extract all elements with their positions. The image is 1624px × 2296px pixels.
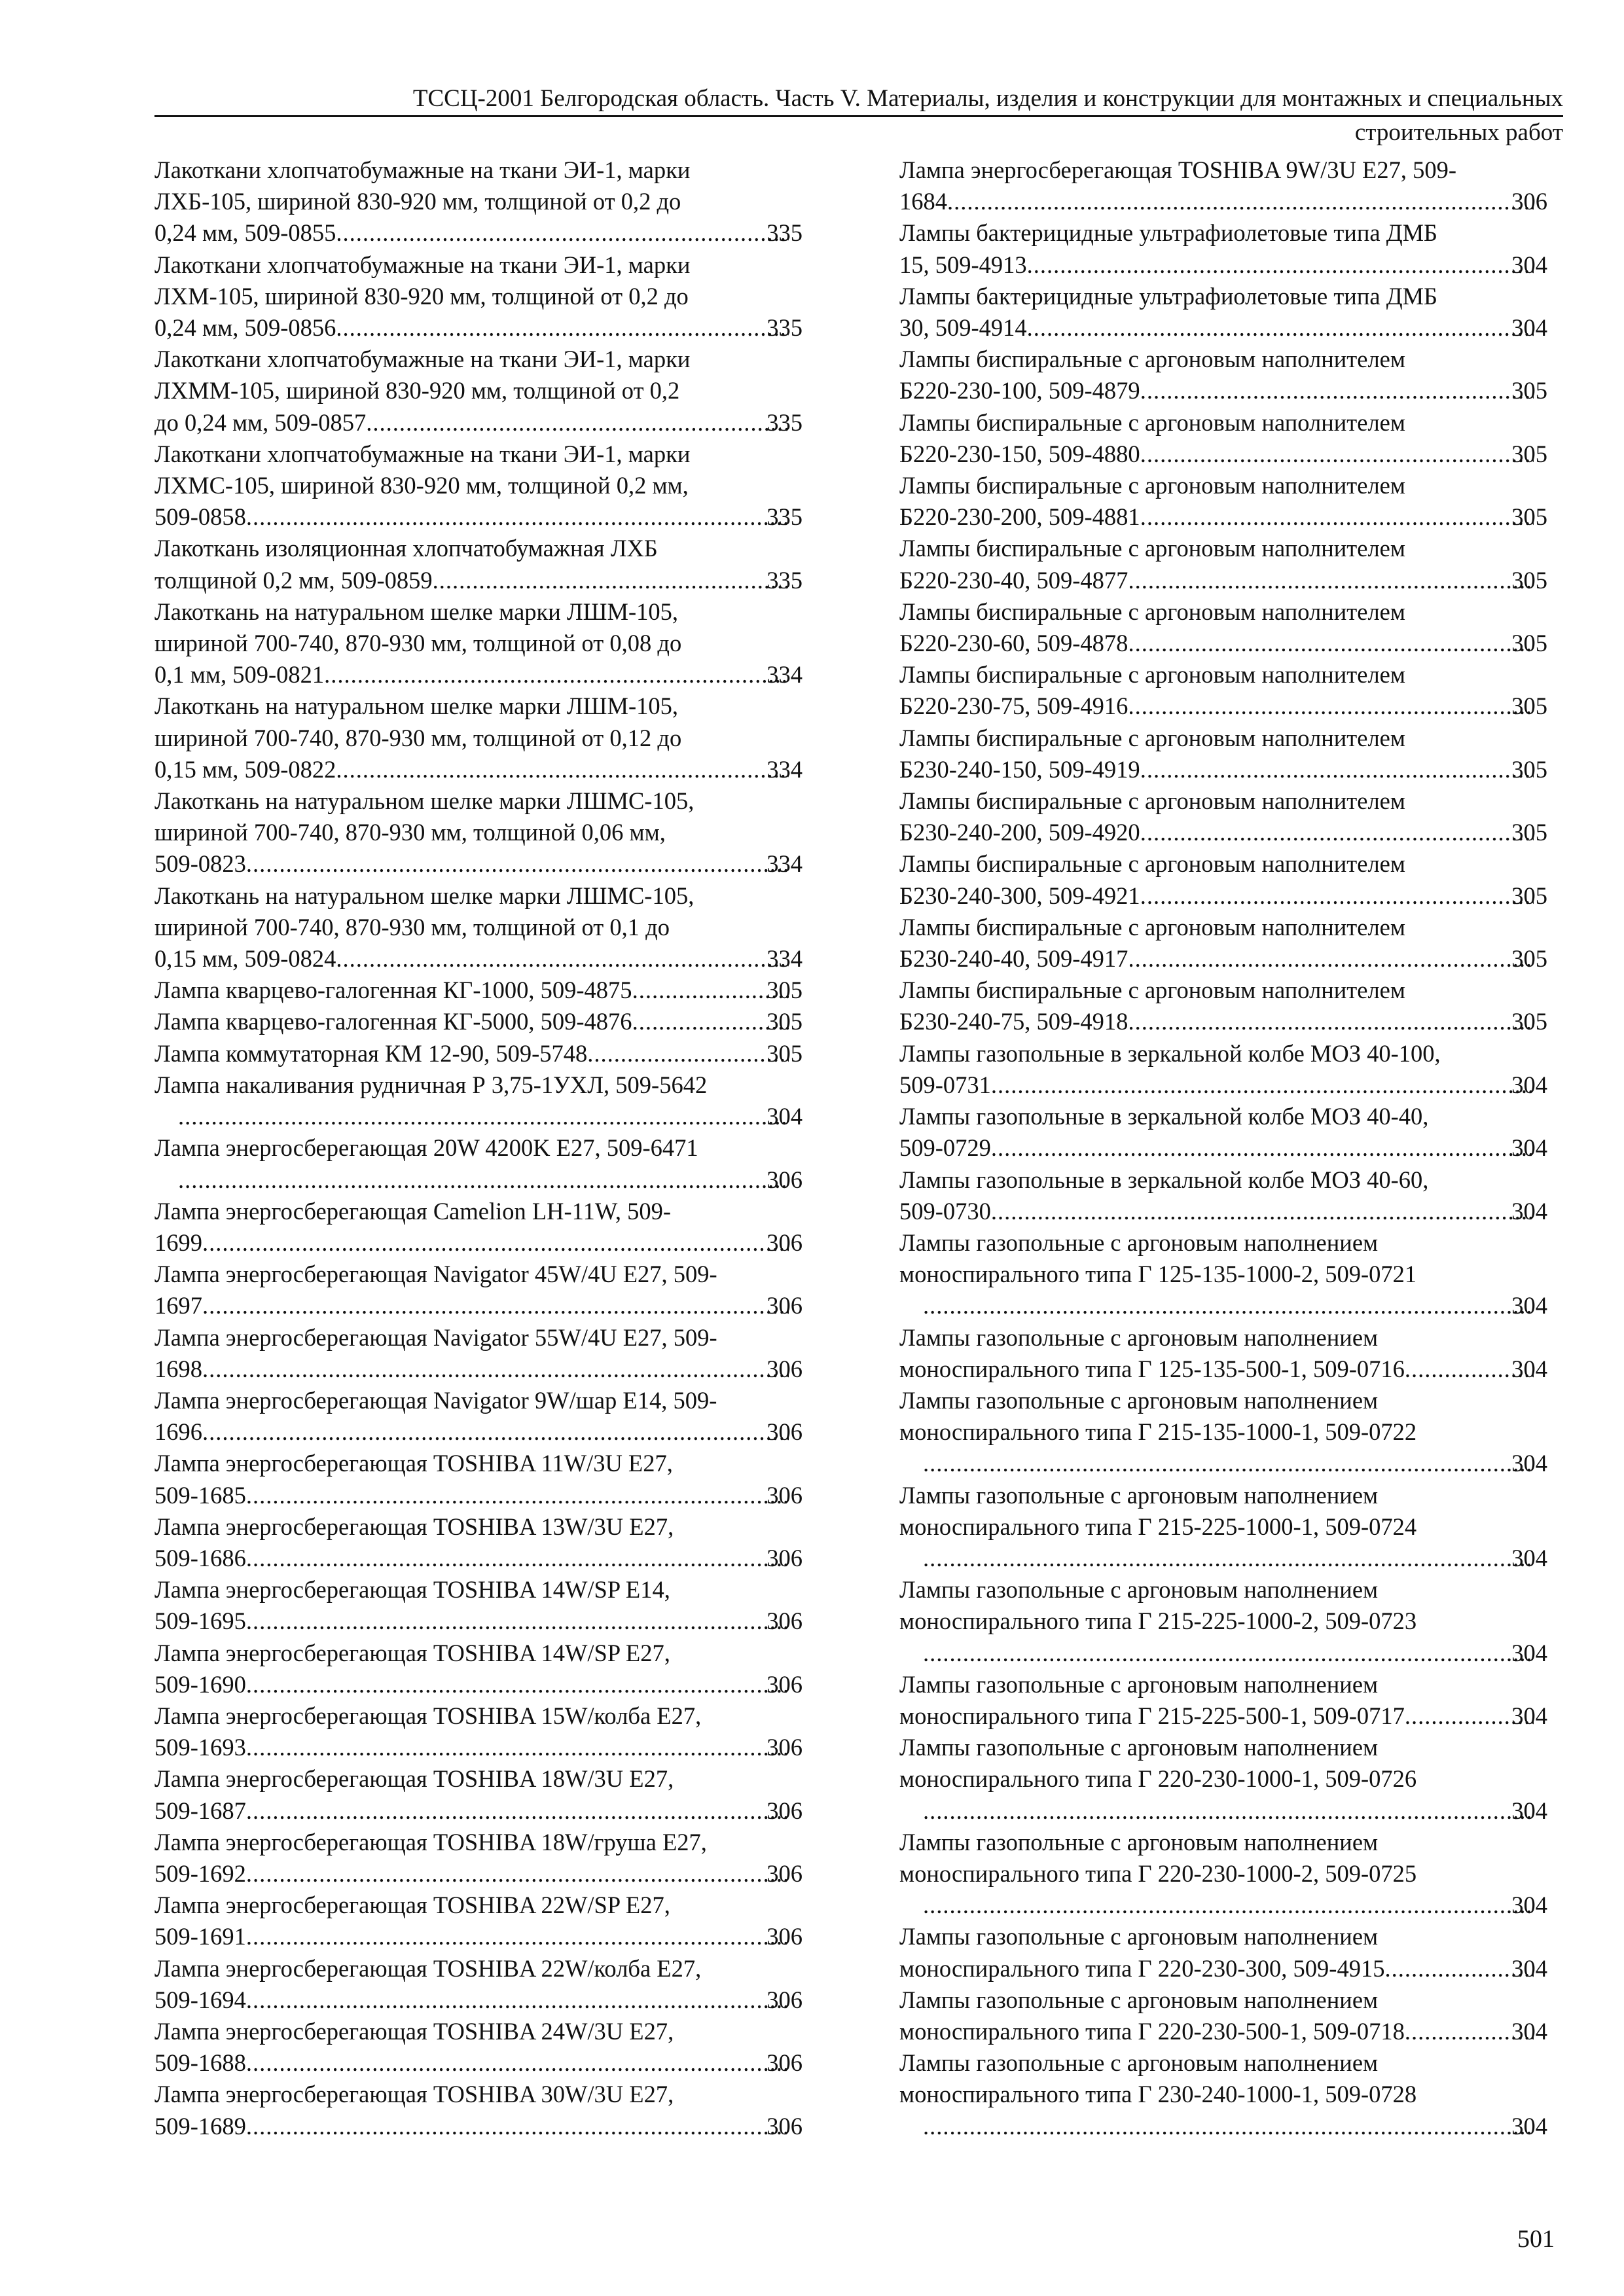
index-entry-page: 334 xyxy=(767,661,803,689)
index-entry-text: ЛХММ-105, шириной 830-920 мм, толщиной от 0,2 xyxy=(154,377,680,404)
index-entry-text: Лакоткань на натуральном шелке марки ЛШМС-105, xyxy=(154,787,695,815)
index-entry-text: 509-1692 xyxy=(154,1859,246,1887)
index-entry-page: 304 xyxy=(767,1103,803,1130)
index-entry-text: Лакоткани хлопчатобумажные на ткани ЭИ-1, марки xyxy=(154,251,691,278)
dot-leader xyxy=(923,1638,1534,1669)
index-entry-page: 334 xyxy=(767,850,803,878)
index-entry-page: 304 xyxy=(1511,1892,1547,1919)
index-entry-text: Лампы газопольные с аргоновым наполнением xyxy=(899,1734,1379,1761)
index-entry-text: Б220-230-150, 509-4880 xyxy=(899,440,1140,467)
dot-leader xyxy=(202,1290,789,1321)
index-entry xyxy=(154,691,803,785)
dot-leader xyxy=(178,1101,789,1132)
index-entry-text: 0,15 мм, 509-0824 xyxy=(154,945,336,973)
index-entry xyxy=(899,281,1547,344)
index-entry-text: Лампы бактерицидные ультрафиолетовые типа ДМБ xyxy=(899,219,1437,247)
dot-leader xyxy=(246,1858,789,1890)
index-entry xyxy=(899,2047,1547,2142)
index-entry-text: Лампа энергосберегающая TOSHIBA 22W/колба E27, xyxy=(154,1954,702,1982)
index-entry-text: 509-0858 xyxy=(154,503,246,531)
index-entry-page: 304 xyxy=(1511,1071,1547,1098)
index-entry-text: Лампа кварцево-галогенная КГ-1000, 509-4875 xyxy=(154,977,632,1004)
index-entry-page: 306 xyxy=(767,1229,803,1256)
index-entry-page: 304 xyxy=(1511,251,1547,278)
index-entry xyxy=(154,1448,803,1511)
index-entry-text: Лампы газопольные с аргоновым наполнением xyxy=(899,1323,1379,1351)
index-entry xyxy=(899,1827,1547,1922)
dot-leader xyxy=(1128,565,1534,596)
index-entry-page: 306 xyxy=(767,1481,803,1509)
dot-leader xyxy=(1027,312,1534,344)
dot-leader xyxy=(246,501,789,533)
index-entry-page: 306 xyxy=(767,1734,803,1761)
index-entry xyxy=(154,249,803,344)
dot-leader xyxy=(991,1132,1534,1164)
index-entry xyxy=(154,1700,803,1763)
index-entry-page: 304 xyxy=(1511,1197,1547,1225)
index-entry-text: 1696 xyxy=(154,1418,202,1446)
index-entry-text: Лампа кварцево-галогенная КГ-5000, 509-4876 xyxy=(154,1008,632,1035)
index-entry-text: моноспирального типа Г 215-135-1000-1, 509-0722 xyxy=(899,1418,1417,1446)
index-entry-page: 304 xyxy=(1511,1639,1547,1666)
index-entry-page: 305 xyxy=(1511,945,1547,973)
index-entry-text: Лампа энергосберегающая TOSHIBA 15W/колба E27, xyxy=(154,1702,702,1729)
index-entry-text: Лампа энергосберегающая TOSHIBA 18W/3U E27, xyxy=(154,1765,674,1793)
index-entry-text: Лампы биспиральные с аргоновым наполнителем xyxy=(899,787,1405,815)
index-entry xyxy=(899,470,1547,533)
index-entry-page: 306 xyxy=(767,1544,803,1571)
index-entry-text: Лампа энергосберегающая TOSHIBA 18W/груша E27, xyxy=(154,1828,707,1856)
dot-leader xyxy=(923,1795,1534,1827)
index-entry xyxy=(154,1511,803,1574)
index-entry-text: Лампа энергосберегающая TOSHIBA 22W/SP E27, xyxy=(154,1892,670,1919)
index-entry xyxy=(154,1006,803,1037)
index-entry xyxy=(899,1164,1547,1227)
header-title: ТССЦ-2001 Белгородская область. Часть V. Материалы, изделия и конструкции для монтажных и специальных xyxy=(412,85,1563,112)
index-entry xyxy=(899,785,1547,848)
index-entry-text: Б230-240-200, 509-4920 xyxy=(899,819,1140,846)
page-number: 501 xyxy=(1517,2225,1555,2253)
index-entry xyxy=(899,596,1547,659)
index-entry-page: 334 xyxy=(767,755,803,783)
index-entry-text: Лампа коммутаторная КМ 12-90, 509-5748 xyxy=(154,1039,588,1067)
index-entry-text: шириной 700-740, 870-930 мм, толщиной 0,06 мм, xyxy=(154,819,666,846)
index-entry-text: Б220-230-75, 509-4916 xyxy=(899,692,1128,720)
index-entry xyxy=(899,848,1547,911)
index-entry-text: 1684 xyxy=(899,188,947,215)
index-entry xyxy=(899,659,1547,722)
index-entry xyxy=(154,880,803,975)
index-entry-text: моноспирального типа Г 125-135-500-1, 509-0716 xyxy=(899,1355,1405,1382)
dot-leader xyxy=(336,217,789,249)
index-entry-page: 306 xyxy=(767,1166,803,1193)
index-entry-text: 509-1687 xyxy=(154,1797,246,1824)
dot-leader xyxy=(336,312,789,344)
index-entry xyxy=(899,1732,1547,1827)
dot-leader xyxy=(1140,375,1534,406)
index-entry-text: Лампы бактерицидные ультрафиолетовые типа ДМБ xyxy=(899,282,1437,310)
index-entry-text: 0,1 мм, 509-0821 xyxy=(154,661,325,689)
index-entry-text: Лампы биспиральные с аргоновым наполнителем xyxy=(899,346,1405,373)
index-entry-page: 305 xyxy=(1511,503,1547,531)
dot-leader xyxy=(246,848,789,880)
running-header xyxy=(154,84,1563,146)
index-entry-page: 306 xyxy=(1511,188,1547,215)
index-entry xyxy=(154,975,803,1006)
index-entry xyxy=(154,596,803,691)
dot-leader xyxy=(923,1543,1534,1574)
index-entry-text: ЛХМС-105, шириной 830-920 мм, толщиной 0,2 мм, xyxy=(154,472,689,499)
index-entry-text: Лампа энергосберегающая TOSHIBA 24W/3U E27, xyxy=(154,2017,674,2045)
index-entry-page: 305 xyxy=(1511,566,1547,594)
index-entry-page: 306 xyxy=(767,1859,803,1887)
index-entry-text: шириной 700-740, 870-930 мм, толщиной от 0,12 до xyxy=(154,724,682,751)
index-entry xyxy=(154,154,803,249)
index-entry xyxy=(899,1480,1547,1575)
index-entry-text: Лампы газопольные с аргоновым наполнением xyxy=(899,1229,1379,1256)
index-entry-page: 304 xyxy=(1511,1355,1547,1382)
index-entry-text: 30, 509-4914 xyxy=(899,314,1027,342)
index-entry-text: 509-1689 xyxy=(154,2112,246,2140)
index-entry xyxy=(154,1574,803,1637)
index-entry-page: 306 xyxy=(767,1923,803,1950)
index-entry-text: Лампы газопольные с аргоновым наполнением xyxy=(899,1828,1379,1856)
index-entry-page: 335 xyxy=(767,314,803,342)
index-entry-text: 0,15 мм, 509-0822 xyxy=(154,755,336,783)
index-entry-text: Лампа накаливания рудничная Р 3,75-1УХЛ, 509-5642 xyxy=(154,1071,708,1098)
index-entry-page: 304 xyxy=(1511,2112,1547,2140)
index-entry-page: 306 xyxy=(767,1797,803,1824)
index-entry-text: Лампа энергосберегающая 20W 4200K E27, 509-6471 xyxy=(154,1134,698,1162)
index-entry xyxy=(154,344,803,439)
index-entry-page: 306 xyxy=(767,2049,803,2077)
index-entry-page: 305 xyxy=(1511,630,1547,657)
index-entry xyxy=(899,344,1547,406)
index-entry-text: Лампа энергосберегающая TOSHIBA 14W/SP E27, xyxy=(154,1639,670,1666)
index-entry xyxy=(154,1638,803,1700)
dot-leader xyxy=(246,1543,789,1574)
index-entry-text: Лампа энергосберегающая Navigator 55W/4U E27, 509- xyxy=(154,1323,717,1351)
index-entry-text: Лампы газопольные с аргоновым наполнением xyxy=(899,1481,1379,1509)
dot-leader xyxy=(1140,817,1534,848)
index-entry-text: моноспирального типа Г 125-135-1000-2, 509-0721 xyxy=(899,1261,1417,1288)
index-entry-text: 509-0730 xyxy=(899,1197,991,1225)
index-entry xyxy=(899,1669,1547,1732)
index-entry xyxy=(899,1385,1547,1480)
dot-leader xyxy=(991,1069,1534,1101)
index-entry-text: Лампы газопольные с аргоновым наполнением xyxy=(899,1923,1379,1950)
index-entry-text: Лакоткань на натуральном шелке марки ЛШМС-105, xyxy=(154,882,695,909)
index-entry-text: моноспирального типа Г 215-225-1000-2, 509-0723 xyxy=(899,1607,1417,1635)
index-entry-text: Б230-240-75, 509-4918 xyxy=(899,1008,1128,1035)
index-entry-text: Лампы биспиральные с аргоновым наполнителем xyxy=(899,408,1405,436)
dot-leader xyxy=(246,1480,789,1511)
index-entry-text: толщиной 0,2 мм, 509-0859 xyxy=(154,566,433,594)
index-entry xyxy=(899,1038,1547,1101)
index-entry-text: Б220-230-200, 509-4881 xyxy=(899,503,1140,531)
index-entry-text: Лампа энергосберегающая Navigator 9W/шар E14, 509- xyxy=(154,1386,717,1414)
index-entry-page: 305 xyxy=(767,1039,803,1067)
index-entry-text: Лампы газопольные с аргоновым наполнением xyxy=(899,1670,1379,1698)
dot-leader xyxy=(202,1227,789,1259)
index-entry-page: 305 xyxy=(767,977,803,1004)
index-entry xyxy=(899,1921,1547,1984)
index-entry xyxy=(154,2079,803,2142)
index-entry-text: 509-0731 xyxy=(899,1071,991,1098)
dot-leader xyxy=(587,1038,789,1069)
index-entry xyxy=(899,154,1547,217)
index-entry-text: Лакоткани хлопчатобумажные на ткани ЭИ-1, марки xyxy=(154,156,691,183)
index-entry-text: Лакоткань на натуральном шелке марки ЛШМ-105, xyxy=(154,692,678,720)
index-entry-page: 304 xyxy=(1511,1544,1547,1571)
dot-leader xyxy=(923,1290,1534,1321)
dot-leader xyxy=(1140,501,1534,533)
index-entry-text: Лампы биспиральные с аргоновым наполнителем xyxy=(899,724,1405,751)
index-entry-text: Лампы газопольные с аргоновым наполнением xyxy=(899,1986,1379,2013)
index-entry-text: Лакоткань изоляционная хлопчатобумажная ЛХБ xyxy=(154,535,658,562)
index-entry-page: 305 xyxy=(1511,440,1547,467)
index-column-right xyxy=(899,154,1547,2142)
index-entry-page: 305 xyxy=(1511,1008,1547,1035)
index-entry xyxy=(899,217,1547,280)
index-entry-text: 1698 xyxy=(154,1355,202,1382)
index-entry-text: моноспирального типа Г 215-225-500-1, 509-0717 xyxy=(899,1702,1405,1729)
index-entry-text: Лакоткань на натуральном шелке марки ЛШМ-105, xyxy=(154,598,678,625)
index-entry-text: Лампы газопольные с аргоновым наполнением xyxy=(899,2049,1379,2077)
index-entry-text: 509-1686 xyxy=(154,1544,246,1571)
dot-leader xyxy=(178,1164,789,1196)
index-entry-text: Б230-240-150, 509-4919 xyxy=(899,755,1140,783)
index-entry xyxy=(154,1132,803,1195)
index-entry-page: 304 xyxy=(1511,1134,1547,1162)
dot-leader xyxy=(1140,880,1534,912)
index-entry-page: 306 xyxy=(767,1986,803,2013)
index-entry-page: 304 xyxy=(1511,314,1547,342)
index-entry-text: моноспирального типа Г 215-225-1000-1, 509-0724 xyxy=(899,1513,1417,1540)
index-entry-text: 15, 509-4913 xyxy=(899,251,1027,278)
dot-leader xyxy=(324,659,789,691)
index-entry-page: 334 xyxy=(767,945,803,973)
dot-leader xyxy=(991,1196,1534,1227)
index-entry-text: моноспирального типа Г 220-230-300, 509-4915 xyxy=(899,1954,1385,1982)
index-entry xyxy=(154,533,803,596)
index-entry-page: 304 xyxy=(1511,1450,1547,1477)
dot-leader xyxy=(1128,943,1534,975)
index-entry-text: Лампы биспиральные с аргоновым наполнителем xyxy=(899,598,1405,625)
dot-leader xyxy=(632,975,789,1006)
index-entry-text: Лакоткани хлопчатобумажные на ткани ЭИ-1, марки xyxy=(154,440,691,467)
index-entry-text: шириной 700-740, 870-930 мм, толщиной от 0,1 до xyxy=(154,913,670,941)
dot-leader xyxy=(1140,754,1534,785)
index-entry xyxy=(899,1101,1547,1164)
index-entry-page: 306 xyxy=(767,1355,803,1382)
index-entry-page: 304 xyxy=(1511,1702,1547,1729)
index-entry xyxy=(899,1574,1547,1669)
index-entry-text: Б230-240-40, 509-4917 xyxy=(899,945,1128,973)
dot-leader xyxy=(366,407,789,439)
index-entry-text: Лампы биспиральные с аргоновым наполнителем xyxy=(899,913,1405,941)
index-entry-page: 306 xyxy=(767,1292,803,1319)
index-entry-text: до 0,24 мм, 509-0857 xyxy=(154,408,367,436)
index-entry-text: моноспирального типа Г 220-230-500-1, 509-0718 xyxy=(899,2017,1405,2045)
index-entry-text: 509-1690 xyxy=(154,1670,246,1698)
index-entry-text: Б220-230-40, 509-4877 xyxy=(899,566,1128,594)
index-entry-page: 304 xyxy=(1511,2017,1547,2045)
index-entry-text: Лампа энергосберегающая Navigator 45W/4U E27, 509- xyxy=(154,1261,717,1288)
index-entry-page: 305 xyxy=(767,1008,803,1035)
index-entry-text: Лампы газопольные в зеркальной колбе МОЗ 40-100, xyxy=(899,1039,1441,1067)
index-entry-page: 335 xyxy=(767,408,803,436)
index-entry xyxy=(154,1322,803,1385)
dot-leader xyxy=(632,1006,789,1037)
index-entry-text: 509-1691 xyxy=(154,1923,246,1950)
dot-leader xyxy=(246,2047,789,2079)
index-entry-text: Лампа энергосберегающая TOSHIBA 14W/SP E14, xyxy=(154,1576,670,1604)
dot-leader xyxy=(336,943,789,975)
index-entry-text: Лампы газопольные в зеркальной колбе МОЗ 40-40, xyxy=(899,1103,1429,1130)
index-entry-text: Лампа энергосберегающая TOSHIBA 9W/3U E27, 509- xyxy=(899,156,1456,183)
dot-leader xyxy=(923,2111,1534,2142)
index-entry-text: Лампы биспиральные с аргоновым наполнителем xyxy=(899,977,1405,1004)
index-entry xyxy=(899,975,1547,1037)
dot-leader xyxy=(246,1732,789,1763)
index-entry-page: 306 xyxy=(767,2112,803,2140)
dot-leader xyxy=(336,754,789,785)
index-entry-page: 305 xyxy=(1511,819,1547,846)
index-entry-text: ЛХМ-105, шириной 830-920 мм, толщиной от 0,2 до xyxy=(154,282,689,310)
index-entry-page: 304 xyxy=(1511,1797,1547,1824)
index-entry-text: Лампы биспиральные с аргоновым наполнителем xyxy=(899,472,1405,499)
index-entry xyxy=(899,1322,1547,1385)
dot-leader xyxy=(1128,691,1534,722)
index-entry-text: Лампа энергосберегающая TOSHIBA 13W/3U E27, xyxy=(154,1513,674,1540)
dot-leader xyxy=(947,186,1534,217)
index-entry xyxy=(899,723,1547,785)
index-column-left xyxy=(154,154,803,2142)
index-entry-text: 509-1694 xyxy=(154,1986,246,2013)
index-entry-page: 305 xyxy=(1511,692,1547,720)
index-entry xyxy=(154,1763,803,1826)
dot-leader xyxy=(202,1354,789,1385)
index-entry-text: 1697 xyxy=(154,1292,202,1319)
dot-leader xyxy=(923,1890,1534,1921)
index-entry xyxy=(899,533,1547,596)
index-entry-text: 0,24 мм, 509-0855 xyxy=(154,219,336,247)
index-entry-text: моноспирального типа Г 220-230-1000-2, 509-0725 xyxy=(899,1859,1417,1887)
index-entry-text: Лампа энергосберегающая TOSHIBA 11W/3U E27, xyxy=(154,1450,673,1477)
index-entry-text: 509-0823 xyxy=(154,850,246,878)
header-title-continuation: строительных работ xyxy=(1354,119,1563,146)
index-entry-text: моноспирального типа Г 220-230-1000-1, 509-0726 xyxy=(899,1765,1417,1793)
dot-leader xyxy=(246,1669,789,1700)
index-entry xyxy=(154,2016,803,2079)
dot-leader xyxy=(246,1984,789,2016)
index-entry xyxy=(154,1038,803,1069)
index-entry-page: 306 xyxy=(767,1670,803,1698)
dot-leader xyxy=(246,2111,789,2142)
index-entry-text: 1699 xyxy=(154,1229,202,1256)
index-entry-text: Лампы биспиральные с аргоновым наполнителем xyxy=(899,535,1405,562)
index-entry-page: 335 xyxy=(767,219,803,247)
index-entry xyxy=(154,1890,803,1952)
dot-leader xyxy=(202,1416,789,1448)
index-entry-text: Б230-240-300, 509-4921 xyxy=(899,882,1140,909)
index-entry-text: 509-1695 xyxy=(154,1607,246,1635)
index-entry xyxy=(154,785,803,880)
dot-leader xyxy=(433,565,789,596)
index-entry-page: 305 xyxy=(1511,755,1547,783)
index-entry-page: 306 xyxy=(767,1418,803,1446)
index-entry-page: 305 xyxy=(1511,882,1547,909)
index-entry-text: Лакоткани хлопчатобумажные на ткани ЭИ-1, марки xyxy=(154,346,691,373)
index-entry-page: 304 xyxy=(1511,1292,1547,1319)
dot-leader xyxy=(1128,1006,1534,1037)
dot-leader xyxy=(246,1795,789,1827)
index-entry-page: 306 xyxy=(767,1607,803,1635)
index-entry-page: 335 xyxy=(767,566,803,594)
index-entry xyxy=(154,1259,803,1321)
index-entry-text: Лампа энергосберегающая TOSHIBA 30W/3U E27, xyxy=(154,2081,674,2108)
index-entry-text: 0,24 мм, 509-0856 xyxy=(154,314,336,342)
dot-leader xyxy=(1027,249,1534,281)
index-entry-text: Лампы газопольные с аргоновым наполнением xyxy=(899,1386,1379,1414)
index-entry-page: 335 xyxy=(767,503,803,531)
dot-leader xyxy=(246,1921,789,1952)
index-entry-text: Лампа энергосберегающая Camelion LH-11W, 509- xyxy=(154,1197,672,1225)
index-entry-text: Лампы биспиральные с аргоновым наполнителем xyxy=(899,850,1405,878)
index-entry xyxy=(899,912,1547,975)
index-entry-text: шириной 700-740, 870-930 мм, толщиной от 0,08 до xyxy=(154,630,682,657)
index-entry xyxy=(154,439,803,533)
index-entry-text: 509-0729 xyxy=(899,1134,991,1162)
index-entry-text: Лампы биспиральные с аргоновым наполнителем xyxy=(899,661,1405,689)
index-entry-text: 509-1693 xyxy=(154,1734,246,1761)
dot-leader xyxy=(246,1605,789,1637)
index-entry xyxy=(154,1069,803,1132)
index-entry xyxy=(154,1953,803,2016)
dot-leader xyxy=(923,1448,1534,1479)
index-entry-text: Б220-230-60, 509-4878 xyxy=(899,630,1128,657)
index-entry-text: 509-1685 xyxy=(154,1481,246,1509)
index-entry xyxy=(899,1227,1547,1322)
dot-leader xyxy=(1128,628,1534,659)
index-entry-text: моноспирального типа Г 230-240-1000-1, 509-0728 xyxy=(899,2081,1417,2108)
index-entry xyxy=(899,1984,1547,2047)
index-entry-text: Лампы газопольные в зеркальной колбе МОЗ 40-60, xyxy=(899,1166,1429,1193)
index-entry xyxy=(154,1827,803,1890)
index-entry-text: ЛХБ-105, шириной 830-920 мм, толщиной от 0,2 до xyxy=(154,188,681,215)
index-entry-page: 305 xyxy=(1511,377,1547,404)
index-entry xyxy=(154,1196,803,1259)
index-entry-text: Лампы газопольные с аргоновым наполнением xyxy=(899,1576,1379,1604)
index-entry-page: 304 xyxy=(1511,1954,1547,1982)
index-entry-text: 509-1688 xyxy=(154,2049,246,2077)
index-entry-text: Б220-230-100, 509-4879 xyxy=(899,377,1140,404)
index-entry xyxy=(154,1385,803,1448)
dot-leader xyxy=(1140,439,1534,470)
index-entry xyxy=(899,407,1547,470)
